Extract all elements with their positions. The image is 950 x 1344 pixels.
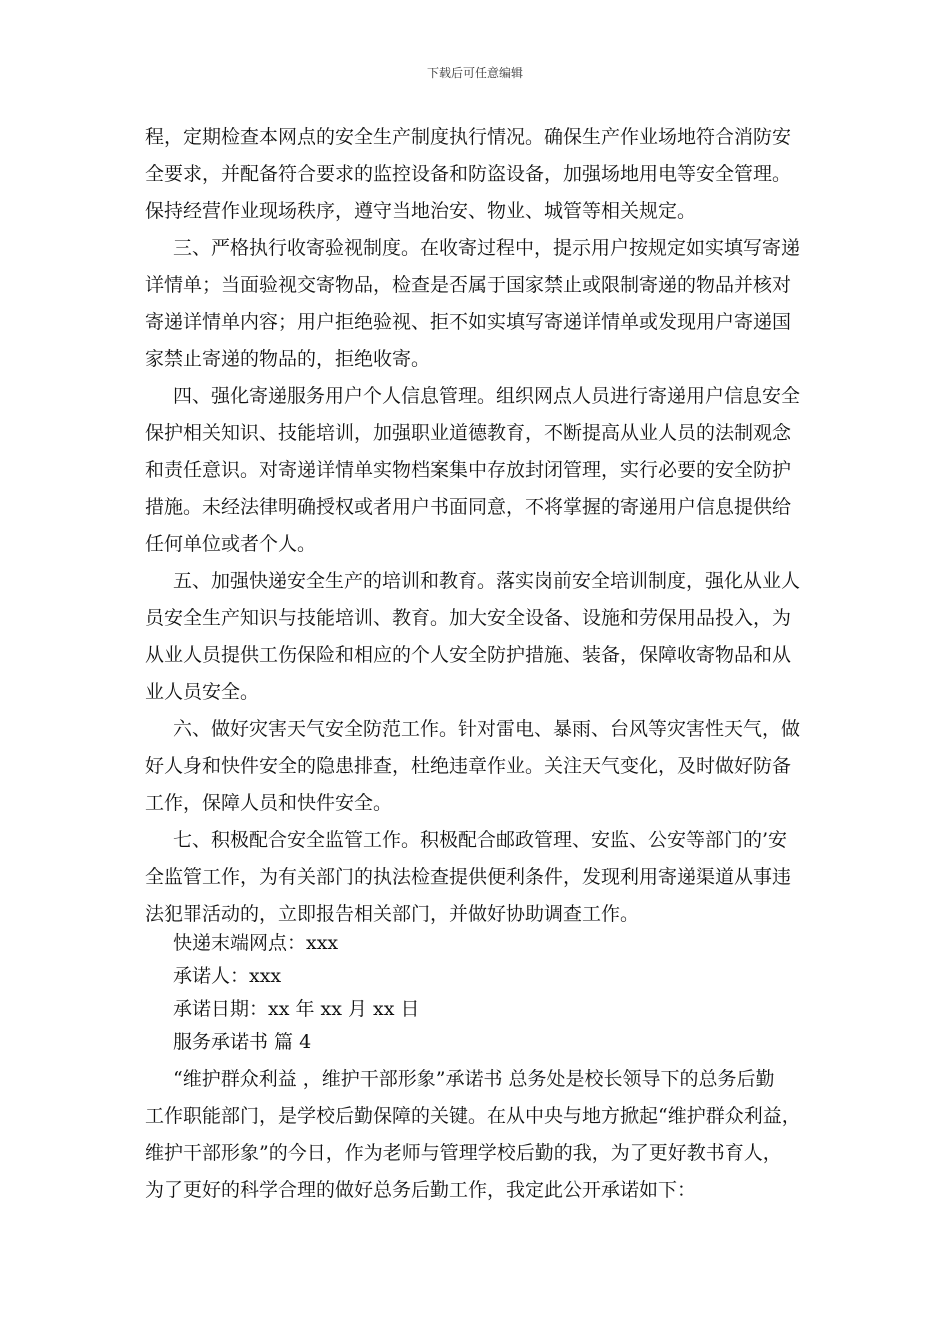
text-line: “维护群众利益 ，维护干部形象”承诺书 总务处是校长领导下的总务后勤 — [173, 1068, 775, 1090]
text-line: 任何单位或者个人。 — [145, 533, 317, 555]
page-header: 下载后可任意编辑 — [426, 66, 523, 80]
text-line: 四、强化寄递服务用户个人信息管理。组织网点人员进行寄递用户信息安全 — [173, 385, 801, 407]
text-line: 维护干部形象”的今日，作为老师与管理学校后勤的我，为了更好教书育人， — [145, 1142, 782, 1164]
text-line: 三、严格执行收寄验视制度。在收寄过程中，提示用户按规定如实填写寄递 — [173, 237, 801, 259]
text-line: 全要求，并配备符合要求的监控设备和防盗设备，加强场地用电等安全管理。 — [145, 163, 792, 185]
text-line: 寄递详情单内容；用户拒绝验视、拒不如实填写寄递详情单或发现用户寄递国 — [145, 311, 792, 333]
text-line: 和责任意识。对寄递详情单实物档案集中存放封闭管理，实行必要的安全防护 — [145, 459, 792, 481]
text-line: 服务承诺书 篇 4 — [173, 1031, 312, 1053]
text-line: 措施。未经法律明确授权或者用户书面同意，不将掌握的寄递用户信息提供给 — [145, 496, 792, 518]
text-line: 承诺日期：xx 年 xx 月 xx 日 — [173, 998, 420, 1020]
text-line: 业人员安全。 — [145, 681, 260, 703]
text-line: 工作，保障人员和快件安全。 — [145, 792, 393, 814]
text-line: 保护相关知识、技能培训，加强职业道德教育，不断提高从业人员的法制观念 — [145, 422, 792, 444]
text-line: 六、做好灾害天气安全防范工作。针对雷电、暴雨、台风等灾害性天气，做 — [173, 718, 801, 740]
text-line: 保持经营作业现场秩序，遵守当地治安、物业、城管等相关规定。 — [145, 200, 697, 222]
text-line: 从业人员提供工伤保险和相应的个人安全防护措施、装备，保障收寄物品和从 — [145, 644, 792, 666]
text-line: 员安全生产知识与技能培训、教育。加大安全设备、设施和劳保用品投入，为 — [145, 607, 792, 629]
text-line: 五、加强快递安全生产的培训和教育。落实岗前安全培训制度，强化从业人 — [173, 570, 801, 592]
text-line: 程，定期检查本网点的安全生产制度执行情况。确保生产作业场地符合消防安 — [145, 126, 792, 148]
text-line: 好人身和快件安全的隐患排查，杜绝违章作业。关注天气变化，及时做好防备 — [145, 755, 792, 777]
text-line: 承诺人：xxx — [173, 965, 282, 987]
text-line: 全监管工作，为有关部门的执法检查提供便利条件，发现利用寄递渠道从事违 — [145, 866, 792, 888]
text-line: 快递末端网点：xxx — [173, 932, 339, 954]
text-line: 家禁止寄递的物品的，拒绝收寄。 — [145, 348, 431, 370]
text-line: 七、积极配合安全监管工作。积极配合邮政管理、安监、公安等部门的’安 — [173, 829, 788, 851]
text-line: 法犯罪活动的，立即报告相关部门，并做好协助调查工作。 — [145, 903, 640, 925]
text-line: 工作职能部门，是学校后勤保障的关键。在从中央与地方掀起“维护群众利益， — [145, 1105, 801, 1127]
text-line: 详情单；当面验视交寄物品，检查是否属于国家禁止或限制寄递的物品并核对 — [145, 274, 792, 296]
text-line: 为了更好的科学合理的做好总务后勤工作，我定此公开承诺如下： — [145, 1179, 697, 1201]
